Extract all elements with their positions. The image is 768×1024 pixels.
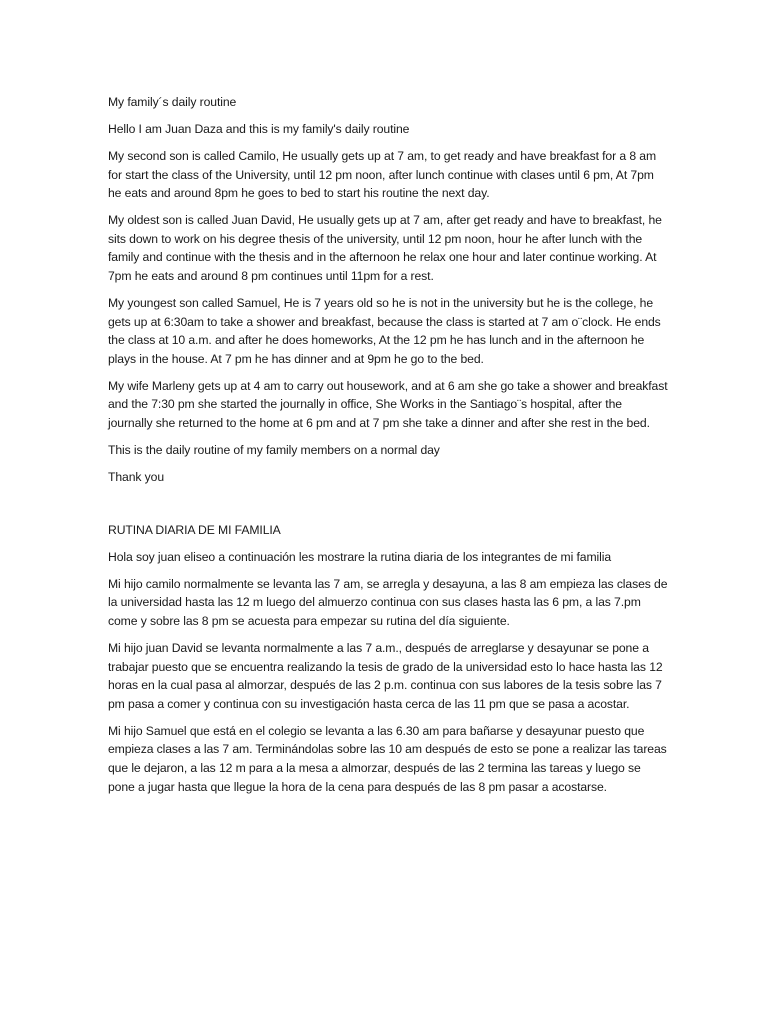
spanish-greeting: Hola soy juan eliseo a continuación les mostrare la rutina diaria de los integrantes de mi familia [108, 549, 612, 564]
section-spacer [108, 495, 668, 521]
english-paragraph-marleny: My wife Marleny gets up at 4 am to carry out housework, and at 6 am she go take a shower and breakfast and the 7:30 pm she started the journally in office, She Works in the Santiago¨s hospital, after the journally she returned to the home at 6 pm and at 7 pm she take a dinner and after she rest in the bed. [108, 378, 668, 430]
document-page [108, 93, 668, 804]
english-greeting: Hello I am Juan Daza and this is my family's daily routine [108, 121, 410, 136]
spanish-title: RUTINA DIARIA DE MI FAMILIA [108, 522, 281, 537]
english-thanks: Thank you [108, 469, 165, 484]
spanish-paragraph-juan-david: Mi hijo juan David se levanta normalmente a las 7 a.m., después de arreglarse y desayunar se pone a trabajar puesto que se encuentra realizando la tesis de grado de la universidad esto lo hace hasta las 12 horas en la cual pasa al almorzar, después de las 2 p.m. continua con sus labores de la tesis sobre las 7 pm pasa a comer y continua con su investigación hasta cerca de las 11 pm que se pasa a acostar. [108, 640, 663, 711]
english-paragraph-camilo: My second son is called Camilo, He usually gets up at 7 am, to get ready and have breakfast for a 8 am for start the class of the University, until 12 pm noon, after lunch continue with clases until 6 pm, At 7pm he eats and around 8pm he goes to bed to start his routine the next day. [108, 148, 657, 201]
english-closing: This is the daily routine of my family members on a normal day [108, 442, 440, 457]
spanish-paragraph-samuel: Mi hijo Samuel que está en el colegio se levanta a las 6.30 am para bañarse y desayunar puesto que empieza clases a las 7 am. Terminándolas sobre las 10 am después de esto se pone a realizar las tareas que le dejaron, a las 12 m para a la mesa a almorzar, después de las 2 termina las tareas y luego se pone a jugar hasta que llegue la hora de la cena para después de las 8 pm pasar a acostarse. [108, 723, 667, 794]
spanish-paragraph-camilo: Mi hijo camilo normalmente se levanta las 7 am, se arregla y desayuna, a las 8 am empieza las clases de la universidad hasta las 12 m luego del almuerzo continua con sus clases hasta las 6 pm, a las 7.pm come y sobre las 8 pm se acuesta para empezar su rutina del día siguiente. [108, 576, 668, 628]
english-paragraph-samuel: My youngest son called Samuel, He is 7 years old so he is not in the university but he is the college, he gets up at 6:30am to take a shower and breakfast, because the class is started at 7 am o¨clock. He ends the class at 10 a.m. and after he does homeworks, At the 12 pm he has lunch and in the afternoon he plays in the house. At 7 pm he has dinner and at 9pm he go to the bed. [108, 295, 661, 366]
english-title: My family´s daily routine [108, 95, 237, 109]
english-paragraph-juan-david: My oldest son is called Juan David, He usually gets up at 7 am, after get ready and have to breakfast, he sits down to work on his degree thesis of the university, until 12 pm noon, hour he after lunch with the family and continue with the thesis and in the afternoon he relax one hour and later continue working. At 7pm he eats and around 8 pm continues until 11pm for a rest. [108, 213, 662, 283]
